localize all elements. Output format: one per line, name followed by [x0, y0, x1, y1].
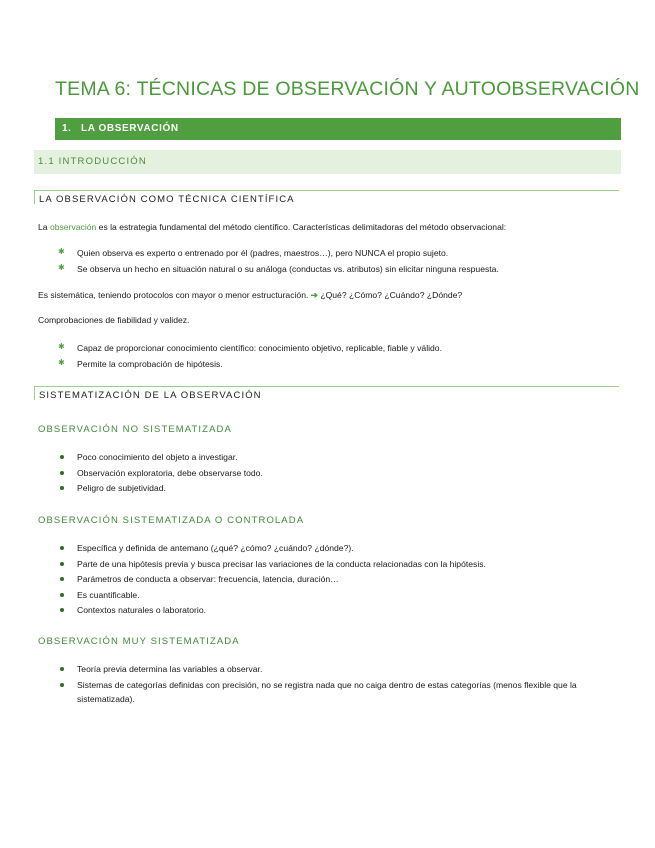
comprobaciones-paragraph: Comprobaciones de fiabilidad y validez. — [38, 315, 190, 325]
dot-bullet-icon — [60, 667, 64, 671]
dot-bullet-icon — [60, 455, 64, 459]
dot-bullet-icon — [60, 486, 64, 490]
dot-bullet-icon — [60, 683, 64, 687]
subsection-heading-sistematizacion: SISTEMATIZACIÓN DE LA OBSERVACIÓN — [34, 386, 619, 400]
sistematica-paragraph: Es sistemática, teniendo protocolos con mayor o menor estructuración. ➔ ¿Qué? ¿Cómo? ¿Cuándo? ¿Dónde? — [38, 290, 463, 300]
star-bullet-icon: ✱ — [58, 342, 65, 351]
arrow-right-icon: ➔ — [310, 290, 318, 300]
dot-bullet-icon — [60, 546, 64, 550]
star-bullet-icon: ✱ — [58, 247, 65, 256]
section-label: LA OBSERVACIÓN — [81, 123, 179, 134]
document-title: TEMA 6: TÉCNICAS DE OBSERVACIÓN Y AUTOOBSERVACIÓN — [55, 78, 640, 100]
heading-no-sistematizada: OBSERVACIÓN NO SISTEMATIZADA — [38, 424, 232, 435]
document-page: TEMA 6: TÉCNICAS DE OBSERVACIÓN Y AUTOOBSERVACIÓN 1. LA OBSERVACIÓN 1.1 INTRODUCCIÓN LA OBSERVACIÓN COMO TÉCNICA CIENTÍFICA La observación es la estrategia fundamental del método científico. Características delimitadoras del método observacional: ✱ Quien observa es experto o entrenado por él (padres, maestros…), pero NUNCA el propio sujeto. ✱ Se observa un hecho en situación natural o su análoga (conductas vs. atributos) sin elicitar ninguna respuesta. Es sistemática, teniendo protocolos con mayor o menor estructuración. ➔ ¿Qué? ¿Cómo? ¿Cuándo? ¿Dónde? Comprobaciones de fiabilidad y validez. ✱ Capaz de proporcionar conocimiento científico: conocimiento objetivo, replicable, fiable y válido. ✱ Permite la comprobación de hipótesis. SISTEMATIZACIÓN DE LA OBSERVACIÓN OBSERVACIÓN NO SISTEMATIZADA Poco conocimiento del objeto a investigar. Observación exploratoria, debe observarse todo. Peligro de subjetividad. OBSERVACIÓN SISTEMATIZADA O CONTROLADA Específica y definida de antemano (¿qué? ¿cómo? ¿cuándo? ¿dónde?). Parte de una hipótesis previa y busca precisar las variaciones de la conducta relacionadas con la hipótesis. Parámetros de conducta a observar: frecuencia, latencia, duración… Es cuantificable. Contextos naturales o laboratorio. OBSERVACIÓN MUY SISTEMATIZADA Teoría previa determina las variables a observar. Sistemas de categorías definidas con precisión, no se registra nada que no caiga dentro de estas categorías (menos flexible que la sistematizada). — [0, 0, 655, 848]
section-heading-1-1: 1.1 INTRODUCCIÓN — [34, 150, 621, 174]
section-number: 1. — [62, 123, 72, 134]
star-bullet-icon: ✱ — [58, 357, 65, 367]
intro-paragraph — [38, 222, 506, 232]
dot-bullet-icon — [60, 577, 64, 581]
heading-sistematizada: OBSERVACIÓN SISTEMATIZADA O CONTROLADA — [38, 515, 305, 526]
section-heading-1 — [55, 118, 621, 140]
dot-bullet-icon — [60, 608, 64, 612]
star-bullet-icon: ✱ — [58, 262, 65, 272]
subsection-heading-cientifica: LA OBSERVACIÓN COMO TÉCNICA CIENTÍFICA — [34, 190, 619, 204]
dot-bullet-icon — [60, 471, 64, 475]
intro-pre: La — [38, 222, 50, 232]
dot-bullet-icon — [60, 562, 64, 566]
intro-post: es la estrategia fundamental del método científico. Características delimitadoras del método observacional: — [96, 222, 507, 232]
intro-highlight: observación — [49, 222, 97, 232]
heading-muy-sistematizada: OBSERVACIÓN MUY SISTEMATIZADA — [38, 636, 240, 647]
dot-bullet-icon — [60, 593, 64, 597]
